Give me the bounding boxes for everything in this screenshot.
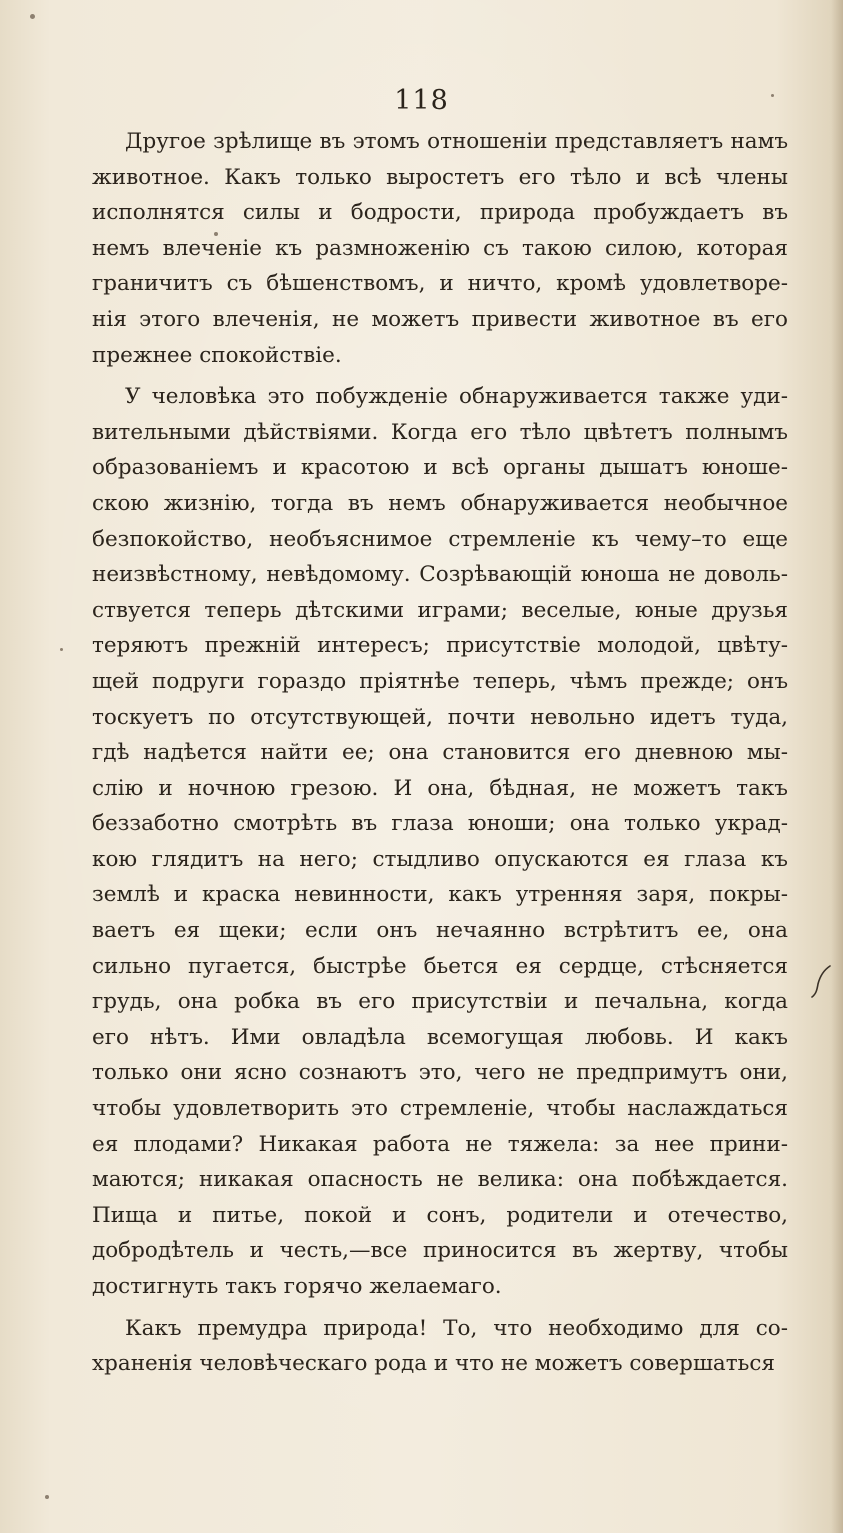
text-line: его нѣтъ. Ими овладѣла всемогущая любовь. И какъ	[92, 1024, 788, 1050]
text-line: грудь, она робка въ его присутствіи и печальна, когда	[92, 989, 788, 1015]
text-line: теряютъ прежній интересъ; присутствіе молодой, цвѣту-	[92, 633, 788, 659]
text-line: граничитъ съ бѣшенствомъ, и ничто, кромѣ удовлетворе-	[92, 271, 788, 297]
text-line: вительными дѣйствіями. Когда его тѣло цвѣтетъ полнымъ	[92, 419, 788, 445]
paper-speck	[30, 14, 35, 19]
text-line: нія этого влеченія, не можетъ привести животное въ его	[92, 306, 788, 332]
text-line: только они ясно сознаютъ это, чего не предпримутъ они,	[92, 1060, 788, 1086]
text-line: прежнее спокойствіе.	[92, 342, 342, 368]
paragraph	[92, 379, 788, 1304]
text-line: скою жизнію, тогда въ немъ обнаруживается необычное	[92, 490, 788, 516]
text-line: неизвѣстному, невѣдомому. Созрѣвающій юноша не доволь-	[92, 562, 788, 588]
text-line: Какъ премудра природа! То, что необходимо для со-	[125, 1315, 788, 1341]
margin-pencil-mark	[806, 964, 834, 998]
text-line: беззаботно смотрѣть въ глаза юноши; она только украд-	[92, 811, 788, 837]
page-edge-shadow	[831, 0, 843, 1533]
text-line: У человѣка это побужденіе обнаруживается также уди-	[125, 384, 788, 410]
text-line: сильно пугается, быстрѣе бьется ея сердце, стѣсняется	[92, 953, 788, 979]
text-line: чтобы удовлетворить это стремленіе, чтобы наслаждаться	[92, 1096, 788, 1122]
text-line: храненія человѣческаго рода и что не можетъ совершаться	[92, 1351, 775, 1377]
text-line: исполнятся силы и бодрости, природа пробуждаетъ въ	[92, 200, 788, 226]
text-line: тоскуетъ по отсутствующей, почти невольно идетъ туда,	[92, 704, 788, 730]
text-line: добродѣтель и честь,—все приносится въ жертву, чтобы	[92, 1238, 788, 1264]
text-line: ствуется теперь дѣтскими играми; веселые, юные друзья	[92, 597, 788, 623]
text-line: немъ влеченіе къ размноженію съ такою силою, которая	[92, 235, 788, 261]
text-line: безпокойство, необъяснимое стремленіе къ чему–то еще	[92, 526, 788, 552]
text-line: образованіемъ и красотою и всѣ органы дышатъ юноше-	[92, 455, 788, 481]
text-line: Пища и питье, покой и сонъ, родители и отечество,	[92, 1202, 788, 1228]
text-line: гдѣ надѣется найти ее; она становится его дневною мы-	[92, 740, 788, 766]
text-line: землѣ и краска невинности, какъ утренняя заря, покры-	[92, 882, 788, 908]
paragraph	[92, 124, 788, 373]
text-line: ваетъ ея щеки; если онъ нечаянно встрѣтитъ ее, она	[92, 918, 788, 944]
text-line: животное. Какъ только выростетъ его тѣло и всѣ члены	[92, 164, 788, 190]
text-line: достигнуть такъ горячо желаемаго.	[92, 1274, 502, 1299]
page-number: 118	[394, 85, 449, 116]
paper-speck	[45, 1495, 49, 1499]
text-line: щей подруги гораздо пріятнѣе теперь, чѣмъ прежде; онъ	[92, 668, 788, 694]
paper-speck	[60, 648, 63, 651]
text-line: Другое зрѣлище въ этомъ отношеніи представляетъ намъ	[125, 129, 788, 154]
text-line: ея плодами? Никакая работа не тяжела: за нее прини-	[92, 1131, 788, 1157]
paragraph	[92, 1311, 788, 1382]
text-line: маются; никакая опасность не велика: она побѣждается.	[92, 1167, 788, 1193]
body-text	[92, 124, 788, 1382]
text-line: слію и ночною грезою. И она, бѣдная, не можетъ такъ	[92, 775, 788, 801]
text-line: кою глядитъ на него; стыдливо опускаются ея глаза къ	[92, 846, 788, 872]
